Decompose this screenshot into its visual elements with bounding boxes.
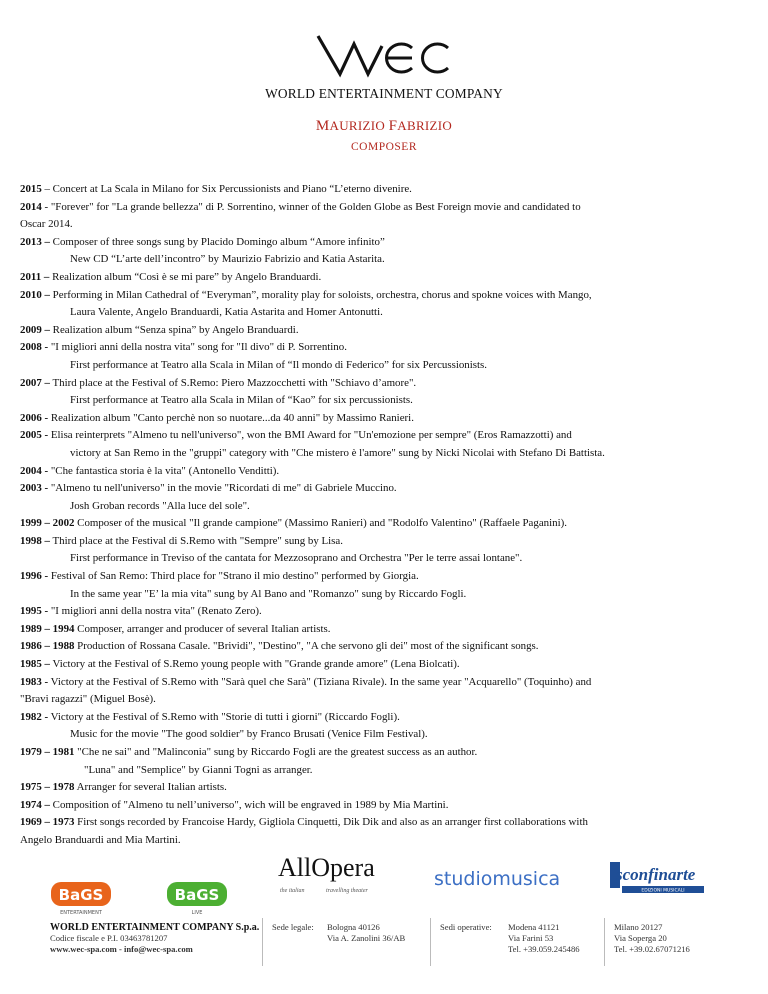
modena-tel: Tel. +39.059.245486 xyxy=(508,944,580,954)
bio-text: "I migliori anni della nostra vita" (Renato Zero). xyxy=(48,605,262,618)
bio-entry xyxy=(20,779,750,797)
bio-text: Realization album "Canto perchè non so nuotare...da 40 anni" by Massimo Ranieri. xyxy=(48,411,414,424)
legal-city: Bologna 40126 xyxy=(327,922,380,932)
bio-entry xyxy=(20,234,750,252)
bio-entry xyxy=(20,427,750,445)
bio-text: Oscar 2014. xyxy=(20,218,73,231)
bio-entry xyxy=(20,287,750,305)
bio-text: Elisa reinterprets "Almeno tu nell'universo", won the BMI Award for "Un'emozione per sempre" (Eros Ramazzotti) and xyxy=(48,429,572,442)
milano-city: Milano 20127 xyxy=(614,922,663,932)
bio-year: 2007 – xyxy=(20,376,50,389)
bio-entry xyxy=(20,638,750,656)
bio-text: In the same year "E’ la mia vita" sung by Al Bano and "Romanzo" sung by Riccardo Fogli. xyxy=(70,587,467,600)
footer-ops-label: Sedi operative: xyxy=(440,922,492,932)
bio-entry xyxy=(20,199,750,217)
bio-year: 1999 – 2002 xyxy=(20,517,75,530)
footer-milano-address xyxy=(614,922,690,955)
bio-entry xyxy=(20,392,750,410)
studiomusica-text: studiomusica xyxy=(434,868,561,890)
bio-year: 2014 xyxy=(20,200,42,213)
bio-year: 1986 – 1988 xyxy=(20,640,75,653)
legal-street: Via A. Zanolini 36/AB xyxy=(327,933,406,943)
modena-city: Modena 41121 xyxy=(508,922,560,932)
bio-text: Festival of San Remo: Third place for "Strano il mio destino" performed by Giorgia. xyxy=(48,570,419,583)
bio-year: 1983 - xyxy=(20,675,49,688)
bags-entertainment-logo xyxy=(50,878,112,923)
footer-web[interactable]: www.wec-spa.com - info@wec-spa.com xyxy=(50,944,193,954)
bio-entry xyxy=(20,480,750,498)
bio-text: "Che ne sai" and "Malinconia" sung by Riccardo Fogli are the greatest success as an author. xyxy=(74,746,478,758)
bio-entry xyxy=(20,568,750,586)
bio-entry xyxy=(20,586,750,604)
bio-year: 2015 xyxy=(20,183,42,195)
footer-divider xyxy=(262,918,263,966)
bio-entry xyxy=(20,797,750,815)
bio-year: 1995 - xyxy=(20,605,49,618)
artist-name: MAURIZIO FABRIZIO xyxy=(315,118,453,134)
bio-entry xyxy=(20,498,750,516)
milano-tel: Tel. +39.02.67071216 xyxy=(614,944,690,954)
allopera-sub1: the italian xyxy=(280,888,305,894)
bio-text: Josh Groban records "Alla luce del sole". xyxy=(70,499,250,512)
footer-divider xyxy=(430,918,431,966)
bio-text: Arranger for several Italian artists. xyxy=(74,781,227,794)
bio-text: Composition of "Almeno tu nell’universo", wich will be engraved in 1989 by Mia Martini. xyxy=(49,798,449,811)
bio-year: 1974 – xyxy=(20,798,50,811)
bio-entry xyxy=(20,656,750,674)
studiomusica-logo xyxy=(434,864,562,899)
header xyxy=(0,30,768,153)
bio-year: 2013 – xyxy=(20,235,50,248)
bio-year: 2003 - xyxy=(20,482,49,495)
bio-entry xyxy=(20,550,750,568)
bio-text: Laura Valente, Angelo Branduardi, Katia Astarita and Homer Antonutti. xyxy=(70,306,383,319)
bio-year: 1982 - xyxy=(20,710,49,723)
bio-entry xyxy=(20,603,750,621)
bio-text: First performance in Treviso of the cantata for Mezzosoprano and Orchestra "Per le terre assai lontane". xyxy=(70,552,523,565)
bio-entry xyxy=(20,216,750,234)
bio-entry xyxy=(20,709,750,727)
bio-text: Composer of the musical "Il grande campione" (Massimo Ranieri) and "Rodolfo Valentino" (Raffaele Paganini). xyxy=(74,517,567,530)
bio-text: Third place at the Festival di S.Remo with "Sempre" sung by Lisa. xyxy=(49,534,343,547)
bio-year: 1996 - xyxy=(20,570,49,583)
bio-entry xyxy=(20,691,750,709)
bio-entry xyxy=(20,533,750,551)
bio-entry xyxy=(20,410,750,428)
bio-entry xyxy=(20,445,750,463)
bio-text: First performance at Teatro alla Scala in Milan of “Kao” for six percussionists. xyxy=(70,394,413,407)
bio-text: Performing in Milan Cathedral of “Everyman”, morality play for soloists, orchestra, chorus and spokne voices with Mango, xyxy=(49,288,592,301)
bio-text: Angelo Branduardi and Mia Martini. xyxy=(20,833,181,846)
milano-street: Via Soperga 20 xyxy=(614,933,667,943)
artist-role: COMPOSER xyxy=(351,141,417,153)
bio-entry xyxy=(20,463,750,481)
bio-text: - "Forever" for "La grande bellezza" di P. Sorrentino, winner of the Golden Globe as Best Foreign movie and candidated to xyxy=(41,200,581,213)
bio-text: Realization album “Così è se mi pare” by Angelo Branduardi. xyxy=(49,270,322,283)
bio-text: Victory at the Festival of S.Remo young people with "Grande grande amore" (Lena Biolcati). xyxy=(49,658,460,671)
bio-text: New CD “L’arte dell’incontro” by Maurizio Fabrizio and Katia Astarita. xyxy=(70,253,385,266)
bio-text: Composer of three songs sung by Placido Domingo album “Amore infinito” xyxy=(49,235,385,248)
bio-entry xyxy=(20,621,750,639)
allopera-logo xyxy=(276,848,386,903)
bags-entertainment-text: BaGS xyxy=(58,886,104,904)
bio-entry xyxy=(20,251,750,269)
bio-text: Realization album “Senza spina” by Angelo Branduardi. xyxy=(49,323,299,336)
bio-text: Victory at the Festival of S.Remo with "Sarà quel che Sarà" (Tiziana Rivale). In the same year "Acquarello" (Toquinho) and xyxy=(48,675,592,688)
sconfinarte-logo xyxy=(610,856,710,903)
bio-entry xyxy=(20,515,750,533)
sconfinarte-sub: EDIZIONI MUSICALI xyxy=(641,888,685,894)
bio-year: 2008 - xyxy=(20,341,49,354)
bags-live-logo xyxy=(166,878,228,923)
bio-text: "Almeno tu nell'universo" in the movie "Ricordati di me" di Gabriele Muccino. xyxy=(48,482,397,495)
bio-text: Victory at the Festival of S.Remo with "Storie di tutti i giorni" (Riccardo Fogli). xyxy=(48,710,400,723)
wec-logo xyxy=(316,30,452,80)
modena-street: Via Farini 53 xyxy=(508,933,554,943)
bio-text: Third place at the Festival of S.Remo: Piero Mazzocchetti with "Schiavo d’amore". xyxy=(49,376,417,389)
bio-year: 1979 – 1981 xyxy=(20,746,75,758)
bio-year: 2004 - xyxy=(20,464,49,477)
footer-fiscal: Codice fiscale e P.I. 03463781207 xyxy=(50,933,168,943)
bio-year: 1969 – 1973 xyxy=(20,816,75,829)
bio-year: 1985 – xyxy=(20,658,50,671)
bio-entry xyxy=(20,726,750,744)
bags-entertainment-sub: ENTERTAINMENT xyxy=(60,910,102,916)
bio-year: 1998 – xyxy=(20,534,50,547)
bio-entry xyxy=(20,762,750,780)
bio-year: 2010 – xyxy=(20,288,50,301)
bio-year: 2006 - xyxy=(20,411,49,424)
bio-year: 2005 - xyxy=(20,429,49,442)
bio-text: "Luna" and "Semplice" by Gianni Togni as arranger. xyxy=(84,763,313,776)
company-name: WORLD ENTERTAINMENT COMPANY xyxy=(265,86,503,101)
bio-entry xyxy=(20,744,750,762)
bio-text: victory at San Remo in the "gruppi" category with "Che mistero è l'amore" sung by Nicki Nicolai with Stefano Di Battista. xyxy=(70,446,605,459)
allopera-sub2: travelling theater xyxy=(326,888,368,894)
bio-year: 2009 – xyxy=(20,323,50,336)
footer-legal-label: Sede legale: xyxy=(272,922,314,932)
bio-text: – Concert at La Scala in Milano for Six Percussionists and Piano “L’eterno divenire. xyxy=(41,183,412,195)
footer-company xyxy=(50,922,259,955)
footer-divider xyxy=(604,918,605,966)
bio-entry xyxy=(20,269,750,287)
bio-entry xyxy=(20,322,750,340)
bio-text: Music for the movie "The good soldier" by Franco Brusati (Venice Film Festival). xyxy=(70,728,428,741)
bio-text: "Bravi ragazzi" (Miguel Bosè). xyxy=(20,693,156,706)
bio-year: 1989 – 1994 xyxy=(20,622,75,635)
partner-logos xyxy=(0,826,768,916)
sconfinarte-text: sconfinarte xyxy=(616,865,696,884)
footer-company-name: WORLD ENTERTAINMENT COMPANY S.p.a. xyxy=(50,922,260,933)
bio-entry xyxy=(20,674,750,692)
bags-live-text: BaGS xyxy=(174,886,220,904)
allopera-text: AllOpera xyxy=(278,853,375,882)
bio-entry xyxy=(20,357,750,375)
bio-entry xyxy=(20,304,750,322)
bio-text: "I migliori anni della nostra vita" song for "Il divo" di P. Sorrentino. xyxy=(48,341,347,354)
biography xyxy=(20,181,750,850)
bio-entry xyxy=(20,339,750,357)
bio-year: 2011 – xyxy=(20,270,50,283)
bio-text: Production of Rossana Casale. "Brividi", "Destino", "A che servono gli dei" most of the significant songs. xyxy=(74,640,539,653)
footer-legal-address xyxy=(327,922,405,944)
bio-entry xyxy=(20,375,750,393)
bio-year: 1975 – 1978 xyxy=(20,781,75,794)
footer-modena-address xyxy=(508,922,580,955)
bio-text: First performance at Teatro alla Scala in Milan of “Il mondo di Federico” for six Percussionists. xyxy=(70,358,488,371)
bio-text: First songs recorded by Francoise Hardy, Gigliola Cinquetti, Dik Dik and also as an arranger first collaborations with xyxy=(74,816,588,829)
bio-text: "Che fantastica storia è la vita" (Antonello Venditti). xyxy=(48,464,280,477)
bio-text: Composer, arranger and producer of several Italian artists. xyxy=(74,622,331,635)
bags-live-sub: LIVE xyxy=(191,910,203,916)
bio-entry xyxy=(20,181,750,199)
